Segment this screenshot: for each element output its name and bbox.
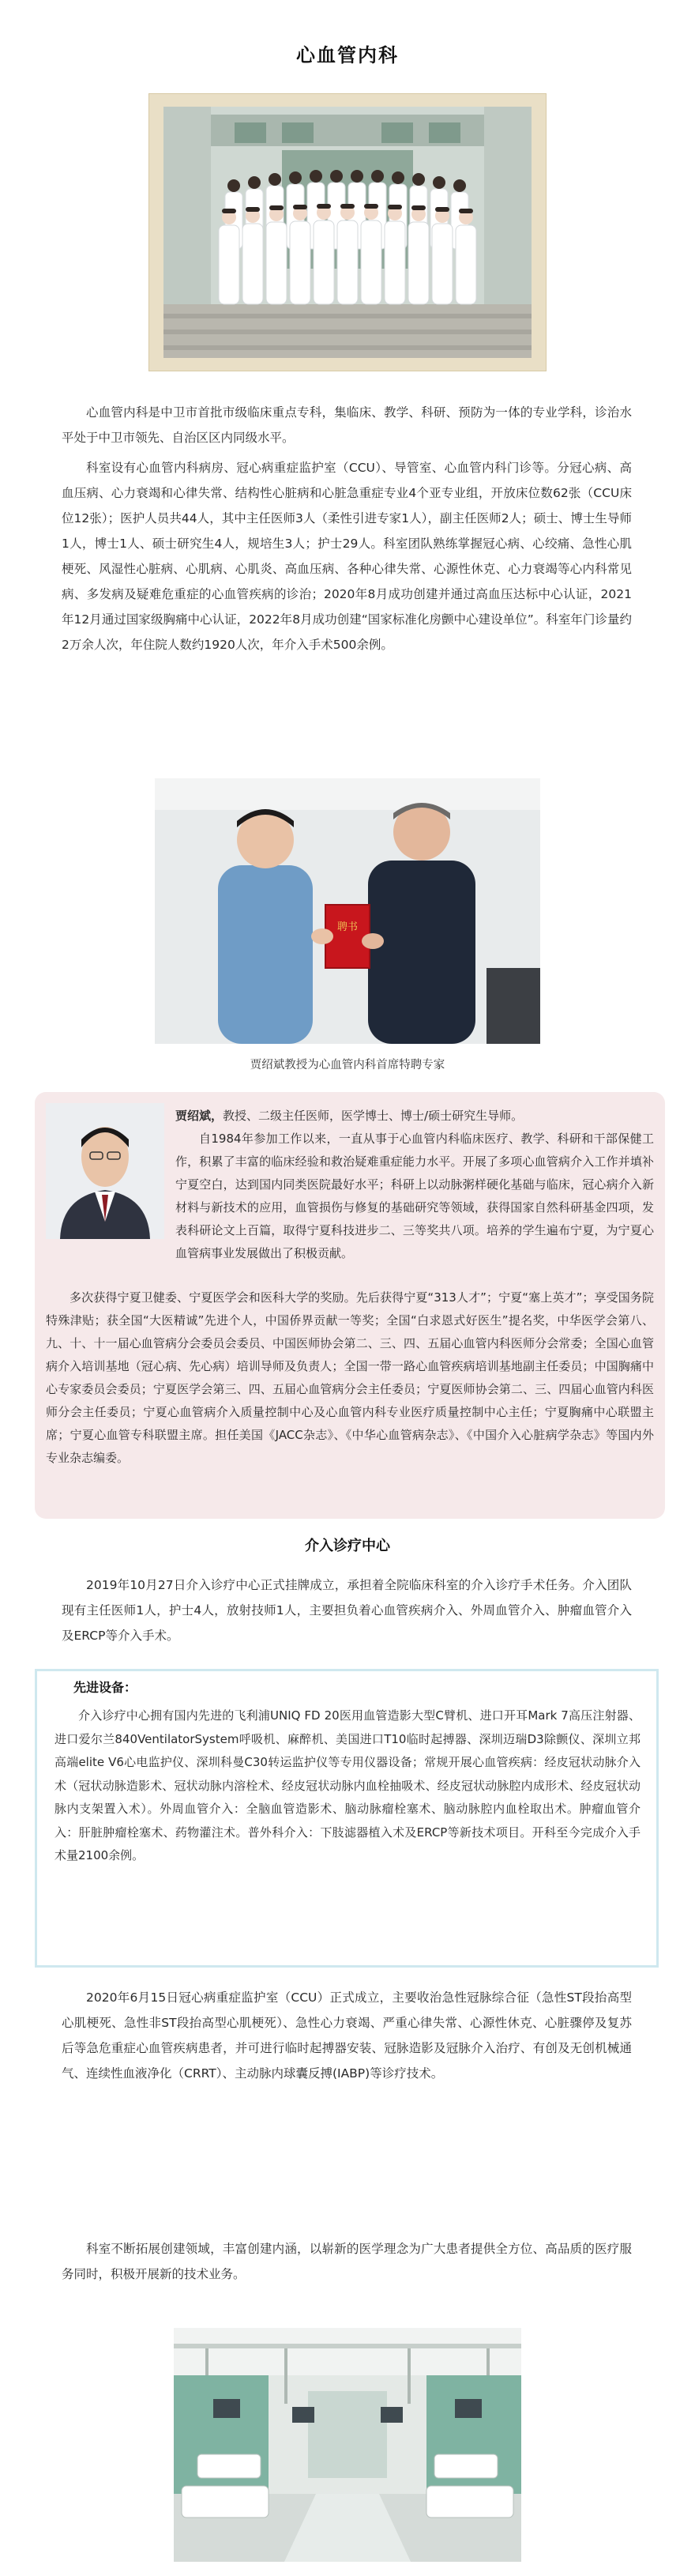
- team-photo-frame: [148, 93, 547, 371]
- expert-portrait-image: [46, 1103, 164, 1239]
- ccu-paragraph-2: 科室不断拓展创建领域，丰富创建内涵，以崭新的医学理念为广大患者提供全方位、高品质的医疗服务同时，积极开展新的技术业务。: [62, 2242, 632, 2281]
- equipment-title: 先进设备：: [73, 1680, 137, 1695]
- certificate-label: 聘书: [336, 921, 359, 933]
- intro-paragraph-1: 心血管内科是中卫市首批市级临床重点专科，集临床、教学、科研、预防为一体的专业学科，诊治水平处于中卫市领先、自治区区内同级水平。: [62, 405, 632, 445]
- section-title-interventional: 介入诊疗中心: [305, 1538, 390, 1554]
- equipment-box: [35, 1669, 659, 1968]
- expert-portrait: [46, 1103, 164, 1239]
- intro-paragraph-2: 科室设有心血管内科病房、冠心病重症监护室（CCU）、导管室、心血管内科门诊等。分冠心病、高血压病、心力衰竭和心律失常、结构性心脏病和心脏急重症专业4个亚专业组，开放床位数62张（CCU床位12张）；医护人员共44人，其中主任医师3人（柔性引进专家1人），副主任医师2人；硕士、博士生导师1人，博士1人、硕士研究生4人，规培生3人；护士29人。科室团队熟练掌握冠心病、心绞痛、急性心肌梗死、风湿性心脏病、心肌病、心肌炎、高血压病、各种心律失常、心源性休克、心力衰竭等心内科常见病、多发病及疑难危重症的心血管疾病的诊治；2020年8月成功创建并通过高血压达标中心认证，2021年12月通过国家级胸痛中心认证，2022年8月成功创建“国家标准化房颤中心建设单位”。科室年门诊量约2万余人次，年住院人数约1920人次，年介入手术500余例。: [62, 461, 632, 652]
- award-photo: [155, 778, 540, 1044]
- page-title: 心血管内科: [296, 44, 399, 66]
- team-photo-image: [163, 107, 532, 358]
- bio-header-line: [175, 1105, 654, 1128]
- team-photo: [163, 107, 532, 358]
- expert-name: 贾绍斌，: [175, 1109, 224, 1123]
- expert-bio-card: [35, 1092, 665, 1519]
- expert-title: 教授、二级主任医师，医学博士、博士/硕士研究生导师。: [223, 1109, 524, 1123]
- equipment-text: 介入诊疗中心拥有国内先进的飞利浦UNIQ FD 20医用血管造影大型C臂机、进口开耳Mark 7高压注射器、进口爱尔兰840VentilatorSystem呼吸机、麻醉机、美国进口T10临时起搏器、深圳迈瑞D3除颤仪、深圳立邦高端elite V6心电监护仪、深圳科曼C30转运监护仪等专用仪器设备；常规开展心血管疾病：经皮冠状动脉介入术（冠状动脉造影术、冠状动脉内溶栓术、经皮冠状动脉内血栓抽吸术、经皮冠状动脉腔内成形术、经皮冠状动脉内支架置入术）。外周血管介入：全脑血管造影术、脑动脉瘤栓塞术、脑动脉腔内血栓取出术。肿瘤血管介入：肝脏肿瘤栓塞术、药物灌注术。普外科介入：下肢滤器植入术及ERCP等新技术项目。开科至今完成介入手术量2100余例。: [54, 1708, 641, 1862]
- bio-paragraph-1: 自1984年参加工作以来，一直从事于心血管内科临床医疗、教学、科研和干部保健工作，积累了丰富的临床经验和救治疑难重症能力水平。开展了多项心血管病介入工作并填补宁夏空白，达到国内同类医院最好水平；科研上以动脉粥样硬化基础与临床，冠心病介入新材料与新技术的应用，血管损伤与修复的基础研究等领域，获得国家自然科研基金四项，发表科研论文上百篇，取得宁夏科技进步二、三等奖共八项。培养的学生遍布宁夏，为宁夏心血管病事业发展做出了积极贡献。: [175, 1132, 654, 1260]
- ccu-paragraph-1: 2020年6月15日冠心病重症监护室（CCU）正式成立，主要收治急性冠脉综合征（急性ST段抬高型心肌梗死、急性非ST段抬高型心肌梗死）、急性心力衰竭、严重心律失常、心源性休克、心脏骤停及复苏后等急危重症心血管疾病患者，并可进行临时起搏器安装、冠脉造影及冠脉介入治疗、有创及无创机械通气、连续性血液净化（CRRT）、主动脉内球囊反搏(IABP)等诊疗技术。: [62, 1990, 632, 2081]
- award-photo-caption: 贾绍斌教授为心血管内科首席特聘专家: [250, 1059, 445, 1071]
- ccu-ward-photo: [174, 2328, 521, 2562]
- ccu-ward-photo-image: [174, 2328, 521, 2562]
- bio-paragraph-2: 多次获得宁夏卫健委、宁夏医学会和医科大学的奖励。先后获得宁夏“313人才”；宁夏“塞上英才”；享受国务院特殊津贴；获全国“大医精诚”先进个人，中国侨界贡献一等奖；全国“白求恩式好医生”提名奖，中华医学会第八、九、十、十一届心血管病分会委员会委员、中国医师协会第二、三、四、五届心血管内科医师分会常委；全国心血管病介入培训基地（冠心病、先心病）培训导师及负责人；全国一带一路心血管疾病培训基地副主任委员；中国胸痛中心专家委员会委员；宁夏医学会第三、四、五届心血管病分会主任委员；宁夏医师协会第二、三、四届心血管内科医师分会主任委员；宁夏心血管病介入质量控制中心及心血管内科专业医疗质量控制中心主任；宁夏胸痛中心联盟主席；宁夏心血管专科联盟主席。担任美国《JACC杂志》、《中华心血管病杂志》、《中国介入心脏病学杂志》等国内外专业杂志编委。: [46, 1290, 654, 1465]
- award-photo-image: [155, 778, 540, 1044]
- interventional-intro: 2019年10月27日介入诊疗中心正式挂牌成立，承担着全院临床科室的介入诊疗手术任务。介入团队现有主任医师1人，护士4人，放射技师1人，主要担负着心血管疾病介入、外周血管介入、肿瘤血管介入及ERCP等介入手术。: [62, 1578, 632, 1643]
